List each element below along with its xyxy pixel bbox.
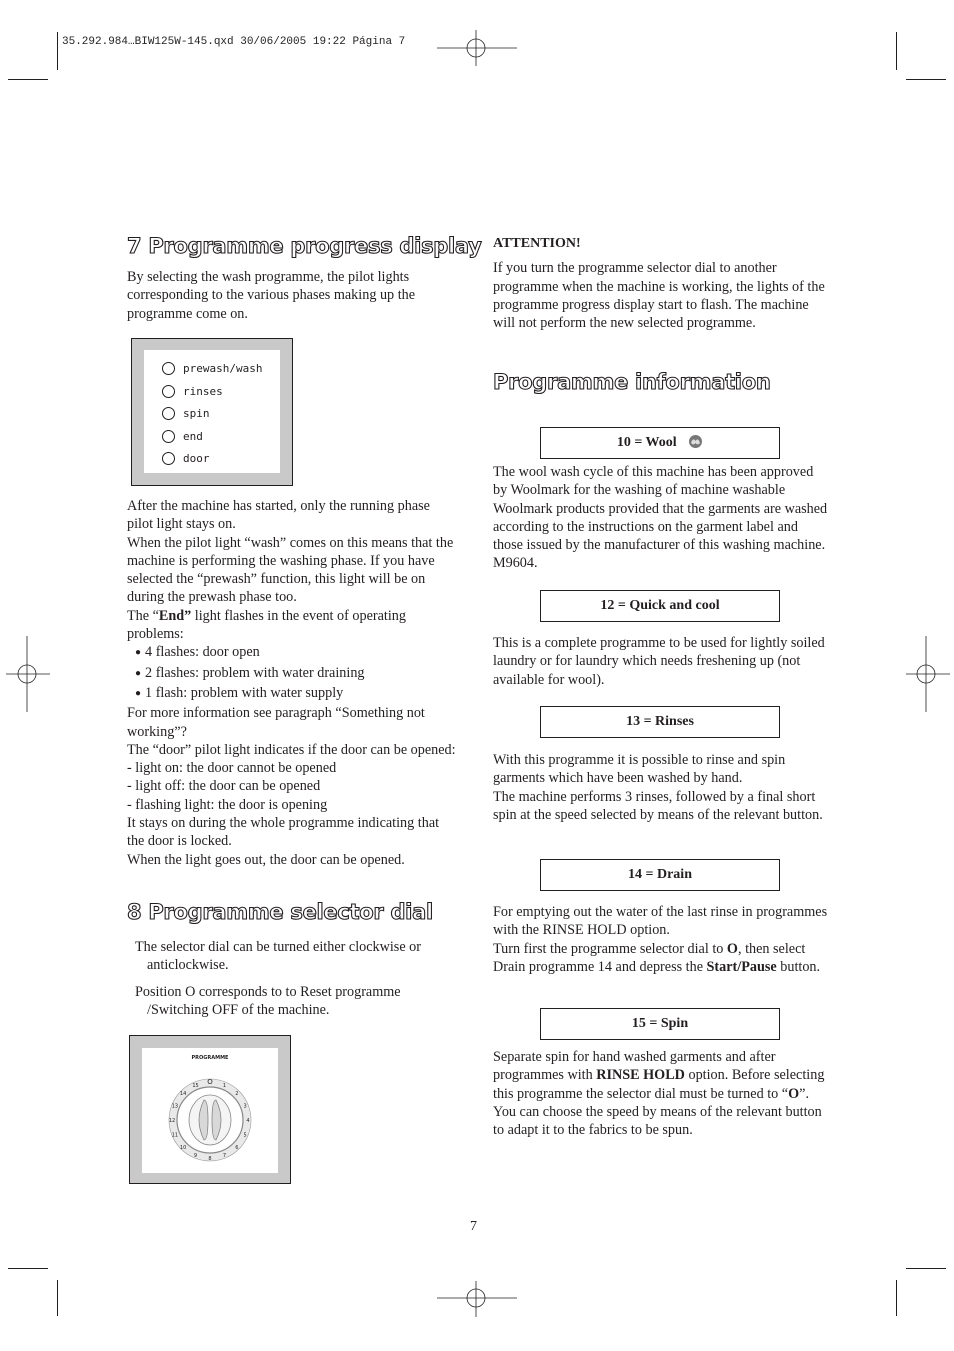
quick-cool-label: 12 = Quick and cool [600,598,720,613]
text: light flashes in the event of operating problems: [127,607,406,643]
progress-display-panel [131,338,293,486]
dial-number: 14 [179,1091,187,1098]
selector-dial-panel [129,1035,291,1184]
selector-dial-face [142,1048,278,1173]
light-label: spin [183,407,210,420]
end-light-paragraph [127,607,457,644]
pilot-light-icon [162,407,175,420]
text: The “ [127,607,159,624]
dial-number: 1 [222,1082,227,1089]
drain-label: 14 = Drain [628,867,692,882]
bold-text: RINSE HOLD [596,1067,685,1084]
wool-label: 10 = Wool [616,435,677,450]
paragraph: The “door” pilot light indicates if the door can be opened: [127,741,456,758]
paragraph: It stays on during the whole programme indicating that the door is locked. [127,815,440,850]
light-label: end [183,430,203,443]
section-8-body [125,938,455,1019]
pilot-light-icon [162,362,175,375]
spin-text [493,1048,831,1139]
bold-text: End” [158,607,192,624]
bullet-item: ● 1 flash: problem with water supply [127,684,457,704]
paragraph: For emptying out the water of the last rinse in programmes with the RINSE HOLD option. [493,904,828,939]
dial-number: 4 [246,1118,250,1124]
quick-cool-programme-box [540,590,780,622]
dial-number: 9 [193,1153,198,1160]
text: ”. You can choose the speed by means of the relevant button to adapt it to the fabrics to be spun. [493,1085,822,1139]
pilot-light-icon [162,430,175,443]
light-rinses [162,385,223,398]
intro-text: By selecting the wash programme, the pilot lights corresponding to the various phases making up the programme come on. [127,269,416,322]
light-door [162,452,210,465]
registration-mark-right [906,636,950,712]
dial-knob-grip [189,1095,231,1145]
text: option. Before selecting this programme the selector dial must be turned to “ [493,1067,825,1102]
paragraph: With this programme it is possible to rinse and spin garments which have been washed by hand. [493,752,786,787]
registration-mark-top [437,28,517,68]
selector-dial-graphic [142,1048,278,1173]
dial-label: PROGRAMME [191,1055,229,1061]
wool-description [493,463,831,573]
dial-number: 5 [243,1132,247,1139]
bullet-item: ● 2 flashes: problem with water draining [127,664,457,684]
door-state: - light on: the door cannot be opened [127,760,337,777]
rinses-description [493,751,831,824]
pilot-light-icon [162,452,175,465]
bold-text: Start/Pause [706,958,777,975]
paragraph: After the machine has started, only the running phase pilot light stays on. [127,498,430,533]
text: , then select Drain programme 14 and depress the [493,940,806,975]
dial-number: 3 [243,1103,247,1110]
paragraph: For more information see paragraph “Something not working”? [127,705,425,740]
pilot-light-icon [162,385,175,398]
print-slug: 35.292.984…BIW125W-145.qxd 30/06/2005 19:22 Página 7 [62,36,406,48]
paragraph: When the pilot light “wash” comes on this means that the machine is performing the washing phase. If you have selected the “prewash” function, this light will be on during the prewash phase too. [127,534,454,606]
drain-instructions [493,940,831,977]
paragraph: This is a complete programme to be used for lightly soiled laundry or for laundry which needs freshening up (not available for wool). [493,635,825,688]
dial-number: 7 [222,1153,227,1160]
quick-cool-description [493,634,831,689]
spin-programme-box [540,1008,780,1040]
dial-number: 2 [235,1091,239,1098]
section-7-body [127,497,457,869]
drain-description [493,903,831,976]
door-state: - flashing light: the door is opening [127,796,328,813]
light-label: door [183,452,210,465]
programme-information-title: Programme information [493,370,771,394]
bold-text: O [788,1085,800,1102]
section-7-intro [127,268,447,323]
dial-number: 8 [208,1156,212,1162]
text: button. [776,958,821,975]
paragraph: When the light goes out, the door can be opened. [127,851,405,868]
light-end [162,430,203,443]
light-prewash-wash [162,362,262,375]
progress-display-face [144,350,280,473]
rinses-programme-box [540,706,780,738]
dial-number: 11 [171,1132,179,1139]
text: Turn first the programme selector dial to [493,940,727,957]
rinses-label: 13 = Rinses [626,714,694,729]
bullet-item: ● 4 flashes: door open [127,643,457,663]
section-7-title: 7 Programme progress display [127,234,482,258]
light-label: prewash/wash [183,362,263,375]
spin-description [493,1048,831,1139]
attention-text: If you turn the programme selector dial to another programme when the machine is working, the lights of the programme progress display start to flash. The machine will not perform the new selected programme. [493,260,825,332]
wool-programme-box [540,427,780,459]
bold-text: O [726,940,738,957]
attention-block [493,235,829,332]
paragraph: Position O corresponds to to Reset programme /Switching OFF of the machine. [135,983,401,1018]
paragraph: The selector dial can be turned either clockwise or anticlockwise. [135,939,421,974]
text: Separate spin for hand washed garments and after programmes with [493,1049,776,1084]
paragraph: The machine performs 3 rinses, followed by a final short spin at the speed selected by means of the relevant button. [493,788,823,823]
dial-number: 10 [179,1144,187,1151]
dial-number: 12 [168,1118,176,1124]
woolmark-icon [688,434,703,449]
registration-mark-bottom [437,1279,517,1319]
attention-title: ATTENTION! [493,236,581,251]
section-8-title: 8 Programme selector dial [127,900,433,924]
page-number: 7 [470,1219,477,1234]
light-label: rinses [183,385,223,398]
dial-number: 13 [171,1103,179,1110]
door-state: - light off: the door can be opened [127,778,321,795]
dial-number: 15 [192,1082,199,1089]
dial-number: O [207,1078,213,1086]
registration-mark-left [6,636,50,712]
dial-number: 6 [235,1144,239,1151]
light-spin [162,407,210,420]
paragraph: The wool wash cycle of this machine has been approved by Woolmark for the washing of machine washable Woolmark products provided that the garments are washed according to the instructions on the garment label and those issued by the manufacturer of this washing machine. M9604. [493,464,828,572]
drain-programme-box [540,859,780,891]
spin-label: 15 = Spin [631,1016,689,1031]
